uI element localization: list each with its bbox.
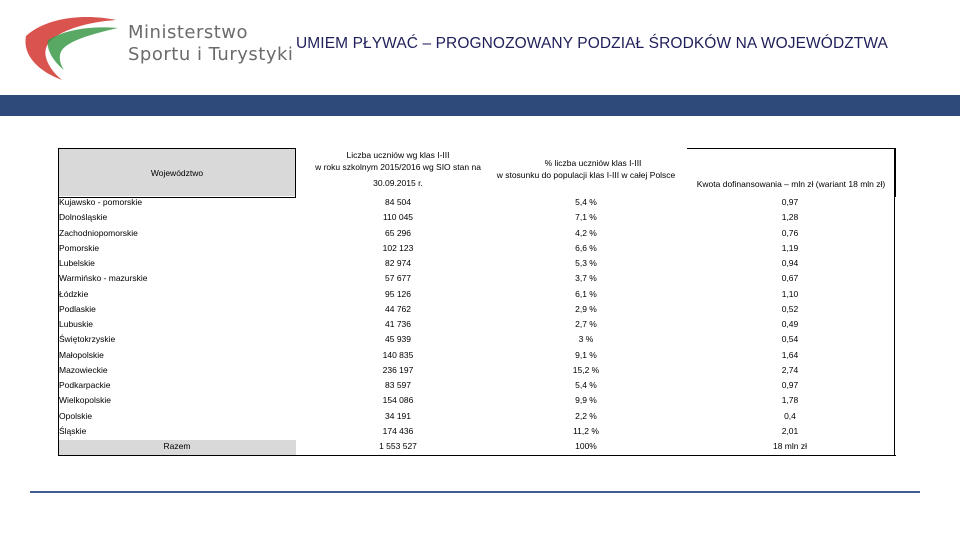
funding-amount: 1,64 — [781, 349, 799, 360]
voivodeship-name: Świętokrzyskie — [59, 334, 116, 345]
table-row — [58, 196, 896, 211]
header-students-line-3: 30.09.2015 r. — [373, 178, 423, 188]
students-count: 154 086 — [382, 395, 414, 406]
students-count: 45 939 — [385, 334, 411, 345]
funding-amount: 0,54 — [781, 334, 799, 345]
students-percentage: 4,2 % — [575, 227, 597, 238]
students-percentage: 5,4 % — [575, 380, 597, 390]
ministry-logo — [18, 14, 294, 84]
students-count: 110 045 — [382, 212, 414, 223]
students-percentage: 6,6 % — [575, 242, 597, 253]
voivodeship-name: Lubelskie — [59, 258, 95, 268]
funding-amount: 0,67 — [781, 273, 799, 284]
table-row — [58, 227, 896, 242]
table-row — [58, 349, 896, 364]
students-count: 174 436 — [382, 425, 414, 436]
students-count: 140 835 — [382, 349, 414, 360]
students-percentage: 5,4 % — [575, 197, 597, 207]
voivodeship-name: Podkarpackie — [59, 380, 111, 390]
funding-amount: 0,76 — [781, 227, 799, 238]
students-percentage: 5,3 % — [575, 258, 597, 268]
logo-text — [128, 22, 293, 66]
voivodeship-name: Zachodniopomorskie — [59, 227, 138, 238]
students-count: 84 504 — [385, 197, 411, 207]
students-count: 102 123 — [382, 242, 414, 253]
students-count: 44 762 — [385, 303, 411, 314]
voivodeship-name: Warmińsko - mazurskie — [59, 273, 148, 284]
voivodeship-name: Śląskie — [59, 425, 87, 436]
voivodeship-name: Podlaskie — [59, 303, 96, 314]
voivodeship-name: Małopolskie — [59, 349, 104, 360]
students-percentage: 9,9 % — [575, 395, 597, 406]
students-percentage: 6,1 % — [575, 288, 597, 299]
students-percentage: 9,1 % — [575, 349, 597, 360]
funding-amount: 0,97 — [781, 197, 799, 207]
students-percentage: 2,2 % — [575, 410, 597, 421]
funding-amount: 2,01 — [781, 425, 799, 436]
header-students — [298, 148, 498, 198]
students-count: 34 191 — [385, 410, 411, 421]
students-count: 57 677 — [385, 273, 411, 284]
students-count: 83 597 — [385, 380, 411, 390]
header-amount — [687, 148, 896, 197]
funding-amount: 0,97 — [781, 380, 799, 390]
funding-amount: 1,78 — [781, 395, 799, 406]
table-row — [58, 410, 896, 425]
table-row — [58, 257, 896, 272]
students-percentage: 2,9 % — [575, 303, 597, 314]
table-row — [58, 242, 896, 257]
table-row — [58, 364, 896, 379]
students-percentage: 2,7 % — [575, 319, 597, 329]
table-row — [58, 318, 896, 333]
table-left-border — [58, 196, 59, 456]
voivodeship-name: Mazowieckie — [59, 364, 108, 375]
students-count: 236 197 — [382, 364, 414, 375]
table-row — [58, 333, 896, 348]
students-count: 82 974 — [385, 258, 411, 268]
header-students-line-1: Liczba uczniów wg klas I-III — [346, 150, 450, 160]
funding-amount: 1,10 — [781, 288, 799, 299]
voivodeship-name: Dolnośląskie — [59, 212, 108, 223]
table-row — [58, 394, 896, 409]
table-bottom-border — [58, 455, 896, 456]
students-percentage: 11,2 % — [573, 425, 599, 436]
students-count: 95 126 — [385, 288, 411, 299]
table-row — [58, 379, 896, 394]
header-percentage-line-1: % liczba uczniów klas I-III — [544, 158, 642, 168]
voivodeship-name: Kujawsko - pomorskie — [59, 197, 143, 207]
funding-amount: 0,94 — [781, 258, 799, 268]
header-students-line-2: w roku szkolnym 2015/2016 wg SIO stan na — [315, 162, 481, 172]
header-percentage — [498, 156, 688, 198]
students-percentage: 3 % — [578, 334, 594, 345]
table-row — [58, 303, 896, 318]
logo-line-1: Ministerstwo — [128, 22, 249, 43]
header-voivodeship-label: Województwo — [150, 168, 204, 178]
total-amount: 18 mln zł — [772, 441, 807, 451]
header-percentage-line-2: w stosunku do populacji klas I-III w całej Polsce — [496, 170, 676, 180]
header-amount-label: Kwota dofinansowania – mln zł (wariant 18 mln zł) — [696, 179, 886, 189]
allocation-table — [58, 148, 896, 455]
voivodeship-name: Pomorskie — [59, 242, 100, 253]
students-percentage: 3,7 % — [575, 273, 597, 284]
funding-amount: 1,19 — [781, 242, 799, 253]
voivodeship-name: Łódzkie — [59, 288, 89, 299]
total-percentage: 100% — [575, 441, 597, 451]
voivodeship-name: Wielkopolskie — [59, 395, 111, 406]
funding-amount: 0,49 — [781, 319, 799, 329]
page-title: UMIEM PŁYWAĆ – PROGNOZOWANY PODZIAŁ ŚRODKÓW NA WOJEWÓDZTWA — [296, 35, 888, 52]
header-voivodeship — [58, 148, 296, 198]
students-percentage: 7,1 % — [575, 212, 597, 223]
funding-amount: 0,4 — [784, 410, 796, 421]
table-row — [58, 425, 896, 440]
table-row — [58, 272, 896, 287]
total-students: 1 553 527 — [379, 441, 417, 451]
funding-amount: 2,74 — [781, 364, 799, 375]
students-count: 41 736 — [385, 319, 411, 329]
total-row — [58, 440, 896, 455]
students-count: 65 296 — [385, 227, 411, 238]
total-label: Razem — [163, 441, 191, 451]
header-band — [0, 95, 960, 116]
funding-amount: 1,28 — [781, 212, 799, 223]
table-row — [58, 288, 896, 303]
table-right-border — [894, 148, 895, 456]
students-percentage: 15,2 % — [572, 364, 600, 375]
table-row — [58, 211, 896, 226]
logo-line-2: Sportu i Turystyki — [128, 44, 294, 65]
ministry-swoosh-icon — [18, 14, 128, 84]
voivodeship-name: Lubuskie — [59, 319, 94, 329]
footer-rule — [30, 491, 920, 493]
voivodeship-name: Opolskie — [59, 410, 93, 421]
funding-amount: 0,52 — [781, 303, 799, 314]
